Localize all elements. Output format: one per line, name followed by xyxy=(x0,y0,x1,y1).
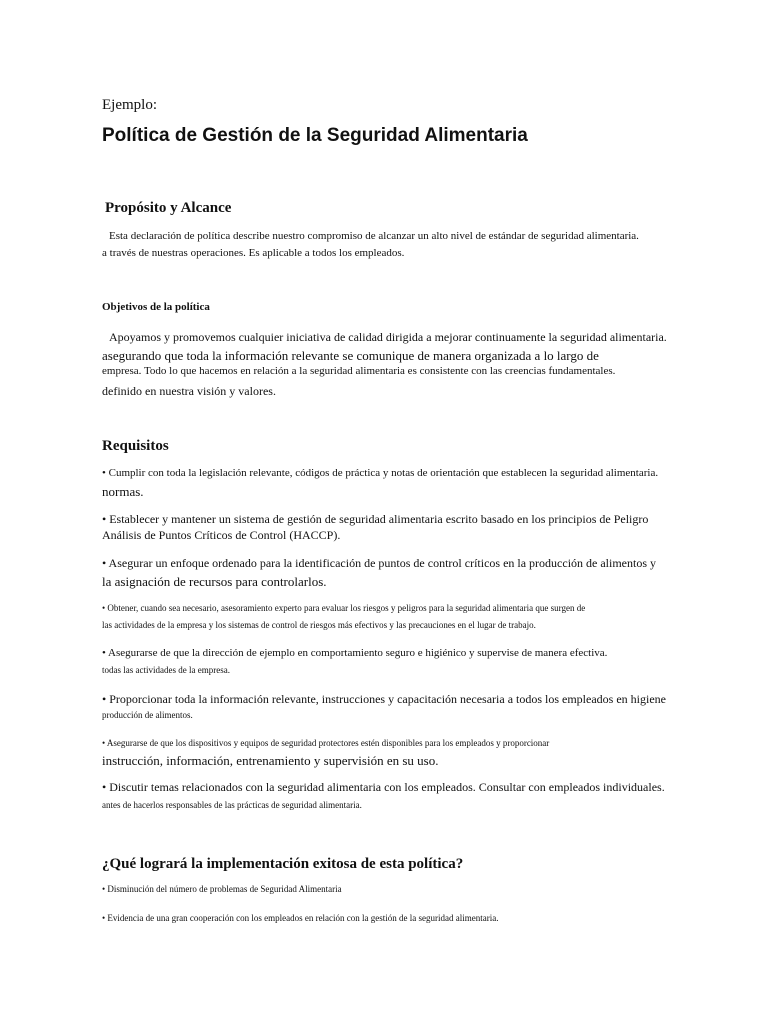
purpose-text-line: a través de nuestras operaciones. Es aplicable a todos los empleados. xyxy=(102,247,405,259)
requirement-item-line: producción de alimentos. xyxy=(102,710,193,720)
page-title: Política de Gestión de la Seguridad Alimentaria xyxy=(102,125,528,146)
requirement-item-line: • Asegurarse de que los dispositivos y equipos de seguridad protectores estén disponibles para los empleados y proporcionar xyxy=(102,738,550,748)
document-eyebrow: Ejemplo: xyxy=(102,97,157,113)
objectives-text-line: empresa. Todo lo que hacemos en relación a la seguridad alimentaria es consistente con las creencias fundamentales. xyxy=(102,365,616,377)
requirement-item-line: la asignación de recursos para controlarlos. xyxy=(102,574,327,589)
requirement-item-line: • Discutir temas relacionados con la seguridad alimentaria con los empleados. Consultar con empleados individuales. xyxy=(102,780,665,794)
requirement-item-line: instrucción, información, entrenamiento y supervisión en su uso. xyxy=(102,753,439,768)
outcome-item: • Disminución del número de problemas de Seguridad Alimentaria xyxy=(102,884,342,894)
objectives-text-line: definido en nuestra visión y valores. xyxy=(102,384,276,398)
outcome-item: • Evidencia de una gran cooperación con los empleados en relación con la gestión de la seguridad alimentaria. xyxy=(102,913,499,923)
requirement-item-line: Análisis de Puntos Críticos de Control (HACCP). xyxy=(102,528,341,542)
objectives-text-line: Apoyamos y promovemos cualquier iniciativa de calidad dirigida a mejorar continuamente la seguridad alimentaria. xyxy=(109,330,667,344)
purpose-text-line: Esta declaración de política describe nuestro compromiso de alcanzar un alto nivel de estándar de seguridad alimentaria. xyxy=(109,230,639,242)
requirement-item-line: normas. xyxy=(102,484,144,499)
requirement-item-line: todas las actividades de la empresa. xyxy=(102,665,230,675)
requirement-item-line: • Obtener, cuando sea necesario, asesoramiento experto para evaluar los riesgos y peligros para la seguridad alimentaria que surgen de xyxy=(102,603,586,613)
requirement-item-line: antes de hacerlos responsables de las prácticas de seguridad alimentaria. xyxy=(102,800,362,810)
section-heading-outcomes: ¿Qué logrará la implementación exitosa de esta política? xyxy=(102,856,464,872)
requirement-item-line: • Establecer y mantener un sistema de gestión de seguridad alimentaria escrito basado en los principios de Peligro xyxy=(102,512,649,526)
requirement-item-line: • Proporcionar toda la información relevante, instrucciones y capacitación necesaria a todos los empleados en higiene xyxy=(102,692,666,706)
requirement-item-line: las actividades de la empresa y los sistemas de control de riesgos más efectivos y las precauciones en el lugar de trabajo. xyxy=(102,620,536,630)
requirement-item-line: • Cumplir con toda la legislación relevante, códigos de práctica y notas de orientación que establecen la seguridad alimentaria. xyxy=(102,467,659,479)
section-heading-requirements: Requisitos xyxy=(102,438,169,454)
section-heading-purpose: Propósito y Alcance xyxy=(105,200,232,216)
objectives-text-line: asegurando que toda la información relevante se comunique de manera organizada a lo largo de xyxy=(102,348,599,363)
requirement-item-line: • Asegurar un enfoque ordenado para la identificación de puntos de control críticos en la producción de alimentos y xyxy=(102,556,657,570)
section-heading-objectives: Objetivos de la política xyxy=(102,301,210,313)
requirement-item-line: • Asegurarse de que la dirección de ejemplo en comportamiento seguro e higiénico y supervise de manera efectiva. xyxy=(102,647,608,659)
